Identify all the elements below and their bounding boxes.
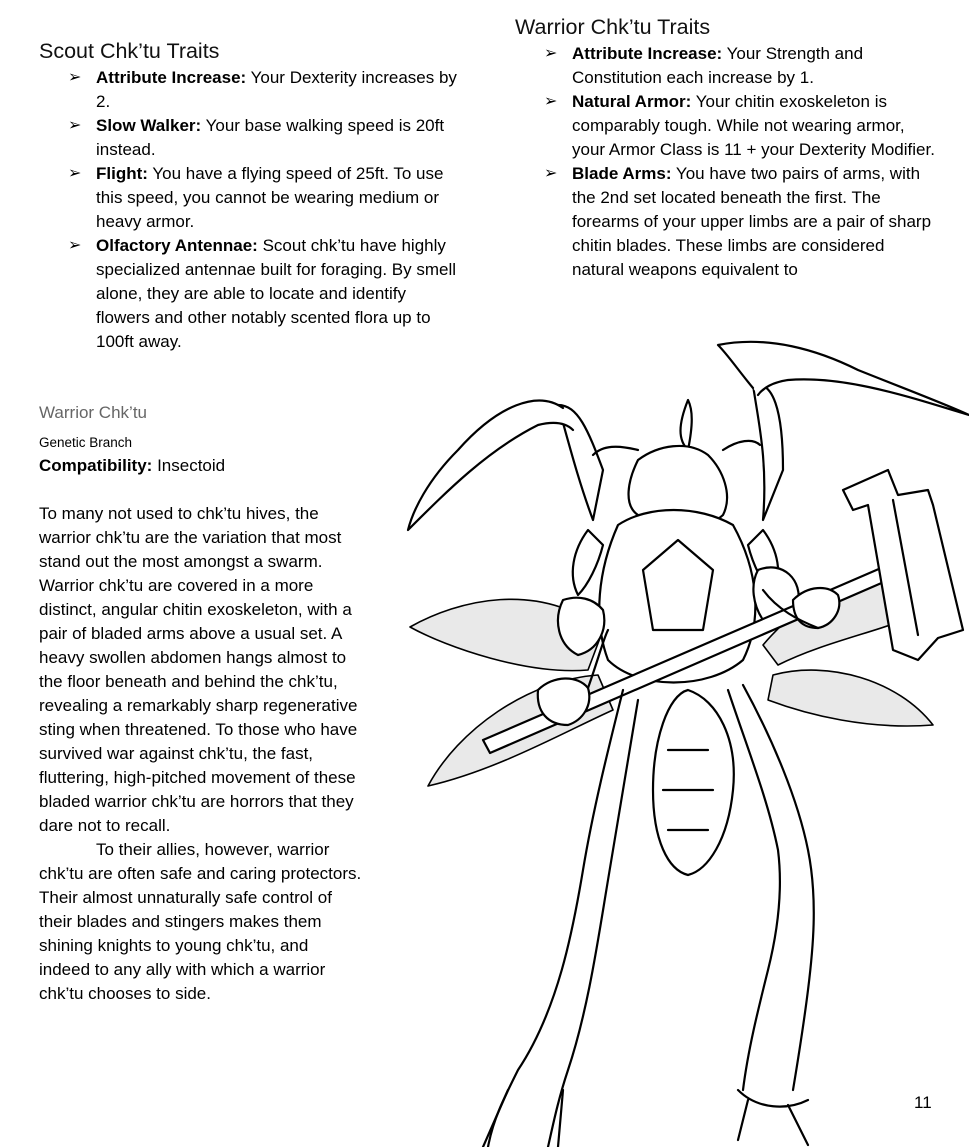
warrior-title: Warrior Chk’tu (39, 403, 147, 422)
arrow-bullet-icon: ➢ (68, 165, 82, 182)
warrior-traits-heading: Warrior Chk’tu Traits (515, 15, 711, 39)
compatibility-line (39, 454, 225, 478)
list-item (39, 66, 459, 114)
arrow-bullet-icon: ➢ (68, 117, 82, 134)
trait-text: Your Strength and Constitution each increase by 1. (572, 44, 864, 87)
trait-name: Natural Armor: (572, 92, 692, 111)
compatibility-value: Insectoid (152, 456, 226, 475)
trait-text: Your chitin exoskeleton is comparably tough. While not wearing armor, your Armor Class is 11 + your Dexterity Modifier. (572, 92, 935, 159)
trait-text: You have a flying speed of 25ft. To use this speed, you cannot be wearing medium or heavy armor. (96, 164, 444, 231)
description-paragraph: To many not used to chk’tu hives, the warrior chk’tu are the variation that most stand out the most amongst a swarm. Warrior chk’tu are covered in a more distinct, angular chitin exoskeleton, with a pair of bladed arms above a usual set. A heavy swollen abdomen hangs almost to the floor beneath and behind the chk’tu, revealing a remarkably sharp regenerative sting when threatened. To those who have survived war against chk’tu, the fast, fluttering, high-pitched movement of these bladed warrior chk’tu are horrors that they dare not to recall. (39, 504, 358, 835)
trait-name: Slow Walker: (96, 116, 202, 135)
trait-name: Flight: (96, 164, 148, 183)
trait-text: Your base walking speed is 20ft instead. (96, 116, 445, 159)
trait-text: Scout chk’tu have highly specialized antennae built for foraging. By smell alone, they are able to locate and identify flowers and other notably scented flora up to 100ft away. (96, 236, 457, 351)
warrior-traits-list (515, 42, 940, 282)
list-item (515, 162, 940, 282)
arrow-bullet-icon: ➢ (68, 69, 82, 86)
trait-name: Attribute Increase: (572, 44, 723, 63)
warrior-chktu-illustration (388, 330, 969, 1147)
list-item (39, 162, 459, 234)
arrow-bullet-icon: ➢ (544, 45, 558, 62)
scout-traits-list (39, 66, 459, 354)
list-item (515, 90, 940, 162)
scout-traits-heading: Scout Chk’tu Traits (39, 39, 220, 63)
trait-name: Attribute Increase: (96, 68, 247, 87)
genetic-branch-label: Genetic Branch (39, 435, 133, 450)
trait-name: Olfactory Antennae: (96, 236, 258, 255)
list-item (39, 114, 459, 162)
description-paragraph: To their allies, however, warrior chk’tu are often safe and caring protectors. Their almost unnaturally safe control of their blades and stingers makes them shining knights to young chk’tu, and indeed to any ally with which a warrior chk’tu chooses to side. (39, 840, 362, 1003)
trait-text: You have two pairs of arms, with the 2nd set located beneath the first. The forearms of your upper limbs are a pair of sharp chitin blades. These limbs are considered natural weapons equivalent to (572, 164, 932, 279)
arrow-bullet-icon: ➢ (544, 165, 558, 182)
trait-text: Your Dexterity increases by 2. (96, 68, 457, 111)
page-number: 11 (914, 1093, 932, 1112)
warrior-description (39, 502, 364, 1006)
arrow-bullet-icon: ➢ (68, 237, 82, 254)
arrow-bullet-icon: ➢ (544, 93, 558, 110)
trait-name: Blade Arms: (572, 164, 672, 183)
list-item (515, 42, 940, 90)
compatibility-label: Compatibility: (39, 456, 153, 475)
